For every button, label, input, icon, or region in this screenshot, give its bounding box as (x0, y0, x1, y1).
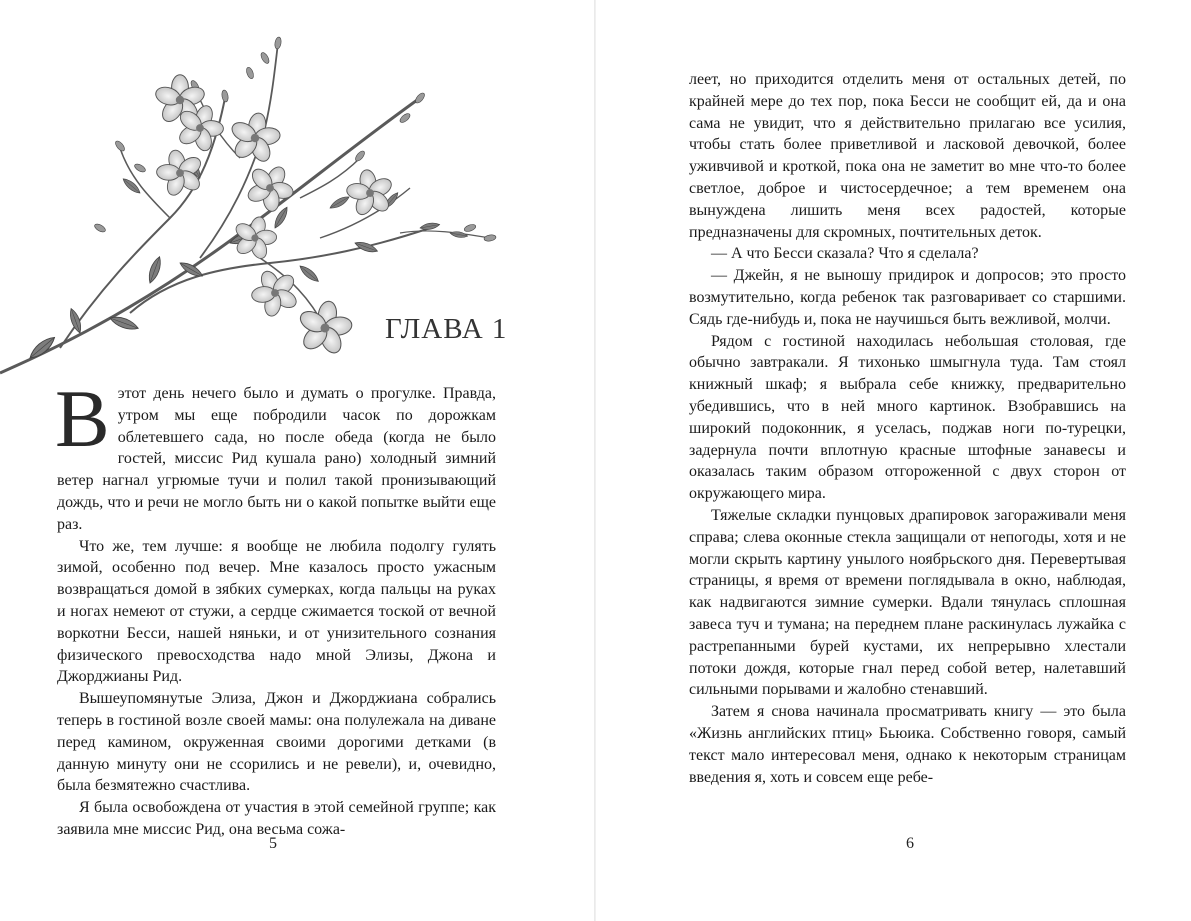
paragraph: Вышеупомянутые Элиза, Джон и Джорджиана собрались теперь в гостиной возле своей мамы: она полулежала на диване перед камином, окруженная своими дорогими детками (в данную минуту они не ссорились и не ревели), и, очевидно, была безмятежно счастлива. (57, 690, 496, 795)
chapter-title: ГЛАВА 1 (385, 313, 508, 345)
page-number: 5 (269, 835, 277, 852)
paragraph: леет, но приходится отделить меня от остальных детей, по крайней мере до тех пор, пока Бесси не сообщит ей, да и она сама не увидит, что я действительно прилагаю все усилия, чтобы стать более приветливой и ласковой девочкой, более уживчивой и кроткой, пока она не заметит во мне что-то более светлое, доброе и чистосердечное; а тем временем она вынуждена лишить меня всех радостей, которые предназначены для скромных, почтительных деток. (689, 71, 1126, 241)
paragraph: Затем я снова начинала просматривать книгу — это была «Жизнь английских птиц» Бьюика. Собственно говоря, самый текст мало интересовал меня, однако к некоторым страницам введения я, хоть и совсем еще ребе- (689, 703, 1126, 786)
paragraph: — А что Бесси сказала? Что я сделала? (711, 245, 979, 263)
right-page-text (689, 69, 1126, 788)
paragraph: — Джейн, я не выношу придирок и допросов; это просто возмутительно, когда ребенок так разговаривает со старшими. Сядь где-нибудь и, пока не научишься быть вежливой, молчи. (689, 267, 1126, 328)
paragraph: Что же, тем лучше: я вообще не любила подолгу гулять зимой, особенно под вечер. Мне казалось просто ужасным возвращаться домой в зябких сумерках, когда пальцы на руках и ногах немеют от стужи, а сердце сжимается тоской от вечной воркотни Бесси, нашей няньки, и от унизительного сознания физического превосходства надо мной Элизы, Джона и Джорджианы Рид. (57, 537, 496, 686)
drop-cap: В (55, 373, 110, 464)
paragraph: Вэтот день нечего было и думать о прогулке. Правда, утром мы еще побродили часок по дорожкам облетевшего сада, но после обеда (когда не было гостей, миссис Рид кушала рано) холодный зимний ветер нагнал угрюмые тучи и полил такой пронизывающий дождь, что и речи не могло быть ни о какой попытке выйти еще раз. (55, 373, 496, 533)
paragraph: Рядом с гостиной находилась небольшая столовая, где обычно завтракали. Я тихонько шмыгнула туда. Там стоял книжный шкаф; я выбрала себе книжку, предварительно убедившись, что в ней много картинок. Взобравшись на широкий подоконник, я уселась, поджав ноги по-турецки, задернула почти вплотную красные штофные занавесы и оказалась таким образом отгороженной с двух сторон от окружающего мира. (689, 332, 1126, 503)
paragraph: Тяжелые складки пунцовых драпировок загораживали меня справа; слева оконные стекла защищали от непогоды, хотя и не могли скрыть картину унылого ноябрьского дня. Перевертывая страницы, я время от времени поглядывала в окно, наблюдая, как надвигаются зимние сумерки. Вдали тянулась сплошная завеса туч и тумана; на переднем плане раскинулась лужайка с растрепанными бурей кустами, их непрерывно хлестали потоки дождя, которые гнал перед собой ветер, налетавший сильными порывами и жалобно стенавший. (689, 506, 1126, 699)
paragraph: Я была освобождена от участия в этой семейной группе; как заявила мне миссис Рид, она весьма сожа- (57, 799, 496, 838)
page-number: 6 (906, 835, 914, 852)
